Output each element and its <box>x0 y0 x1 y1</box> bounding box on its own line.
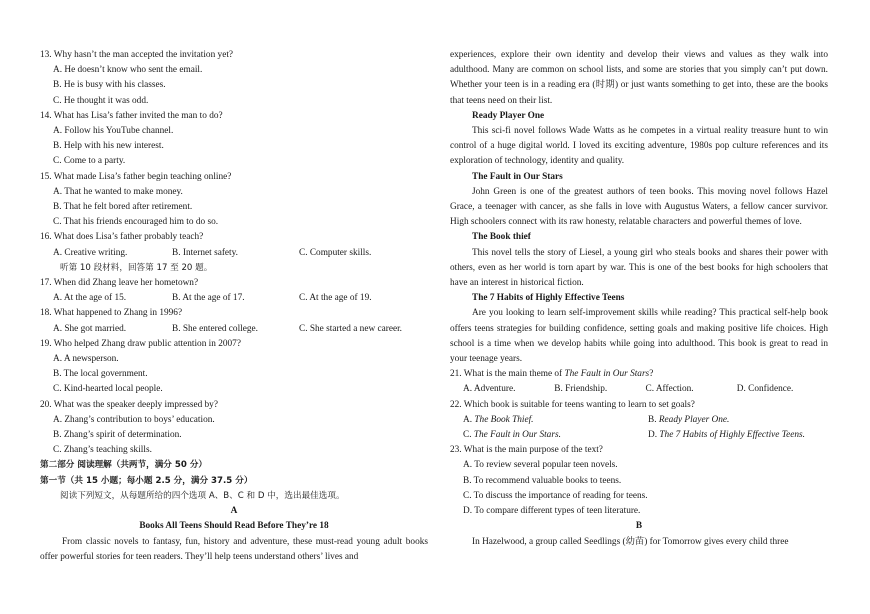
option-15-b: B. That he felt bored after retirement. <box>53 202 193 213</box>
passage-a-letter: A <box>230 506 238 517</box>
option-19-b: B. The local government. <box>53 369 148 380</box>
option-21-a: A. Adventure. <box>463 384 516 395</box>
option-20-a: A. Zhang’s contribution to boys’ education. <box>53 414 215 425</box>
passage-b-letter: B <box>635 521 643 532</box>
book-1-title: Ready Player One <box>472 110 545 121</box>
question-19-stem: 19. Who helped Zhang draw public attention in 2007? <box>40 338 241 349</box>
option-18-c: C. She started a new career. <box>299 323 402 334</box>
question-22-stem: 22. Which book is suitable for teens wanting to learn to set goals? <box>450 399 695 410</box>
option-13-a: A. He doesn’t know who sent the email. <box>53 65 203 76</box>
book-1-description: This sci-fi novel follows Wade Watts as he competes in a virtual reality treasure hunt to win control of a huge digital world. I loved its exciting adventure, 1980s pop culture references and its exploration of technology, identity and quality. <box>450 126 828 167</box>
question-13-stem: 13. Why hasn’t the man accepted the invitation yet? <box>40 50 234 60</box>
option-18-a: A. She got married. <box>53 323 127 334</box>
book-4-title: The 7 Habits of Highly Effective Teens <box>472 293 625 304</box>
question-14-stem: 14. What has Lisa’s father invited the man to do? <box>40 110 223 121</box>
option-22-d: D. The 7 Habits of Highly Effective Teens. <box>648 430 805 441</box>
option-20-b: B. Zhang’s spirit of determination. <box>53 430 182 441</box>
option-17-c: C. At the age of 19. <box>299 293 372 304</box>
question-20-stem: 20. What was the speaker deeply impressed by? <box>40 399 218 410</box>
question-23-stem: 23. What is the main purpose of the text? <box>450 445 603 456</box>
left-column <box>40 48 428 565</box>
option-23-b: B. To recommend valuable books to teens. <box>463 475 622 486</box>
option-23-a: A. To review several popular teen novels. <box>463 460 618 471</box>
option-21-c: C. Affection. <box>645 384 694 395</box>
reading-instruction: 阅读下列短文，从每题所给的四个选项 A、B、C 和 D 中，选出最佳选项。 <box>60 490 345 501</box>
passage-b-intro: In Hazelwood, a group called Seedlings (幼苗) for Tomorrow gives every child three <box>472 536 789 547</box>
option-22-a: A. The Book Thief. <box>463 414 534 425</box>
question-21-book-title: The Fault in Our Stars <box>564 369 650 380</box>
option-19-a: A. A newsperson. <box>53 354 119 365</box>
part-2-heading: 第二部分 阅读理解（共两节，满分 50 分） <box>40 460 208 471</box>
options-22-ab <box>450 413 828 428</box>
option-13-c: C. He thought it was odd. <box>53 95 149 106</box>
question-16-stem: 16. What does Lisa’s father probably teach? <box>40 232 204 243</box>
question-18-stem: 18. What happened to Zhang in 1996? <box>40 308 183 319</box>
options-22-cd <box>450 428 828 443</box>
option-16-a: A. Creative writing. <box>53 247 128 258</box>
option-14-a: A. Follow his YouTube channel. <box>53 126 174 137</box>
options-16 <box>40 246 428 261</box>
section-1-heading: 第一节（共 15 小题；每小题 2.5 分，满分 37.5 分） <box>40 475 253 486</box>
option-14-c: C. Come to a party. <box>53 156 126 167</box>
option-17-a: A. At the age of 15. <box>53 293 127 304</box>
option-15-a: A. That he wanted to make money. <box>53 186 183 197</box>
options-21 <box>450 382 828 397</box>
book-3-title: The Book thief <box>472 232 531 243</box>
option-23-c: C. To discuss the importance of reading for teens. <box>463 490 648 501</box>
option-22-c: C. The Fault in Our Stars. <box>463 430 561 441</box>
option-14-b: B. Help with his new interest. <box>53 141 164 152</box>
option-17-b: B. At the age of 17. <box>172 293 245 304</box>
question-15-stem: 15. What made Lisa’s father begin teaching online? <box>40 171 232 182</box>
option-20-c: C. Zhang’s teaching skills. <box>53 445 152 456</box>
option-21-d: D. Confidence. <box>736 384 794 395</box>
option-18-b: B. She entered college. <box>172 323 258 334</box>
passage-a-intro: From classic novels to fantasy, fun, history and adventure, these must-read young adult books offer powerful stories for teen readers. They’ll help teens understand others’ lives and <box>40 536 428 562</box>
option-21-b: B. Friendship. <box>554 384 608 395</box>
options-17 <box>40 291 428 306</box>
passage-a-title: Books All Teens Should Read Before They’re 18 <box>139 521 329 532</box>
question-17-stem: 17. When did Zhang leave her hometown? <box>40 278 199 289</box>
book-2-title: The Fault in Our Stars <box>472 171 563 182</box>
option-19-c: C. Kind-hearted local people. <box>53 384 163 395</box>
option-16-b: B. Internet safety. <box>172 247 238 258</box>
option-23-d: D. To compare different types of teen literature. <box>463 506 641 517</box>
option-13-b: B. He is busy with his classes. <box>53 80 166 91</box>
options-18 <box>40 322 428 337</box>
book-3-description: This novel tells the story of Liesel, a young girl who steals books and shares their power with others, even as her world is torn apart by war. This is one of the best books for high schoolers that have an interest in historical fiction. <box>450 247 828 289</box>
option-15-c: C. That his friends encouraged him to do so. <box>53 217 219 228</box>
right-column <box>450 48 828 550</box>
option-16-c: C. Computer skills. <box>299 247 372 258</box>
question-21-stem: 21. What is the main theme of The Fault in Our Stars? <box>450 369 654 380</box>
material-10-instruction: 听第 10 段材料，回答第 17 至 20 题。 <box>60 262 213 273</box>
book-4-description: Are you looking to learn self-improvement skills while reading? This practical self-help book offers teens strategies for building confidence, setting goals and making positive life choices. High school is a time when we develop habits while going into adulthood. This book is great to read in your teenage years. <box>450 308 828 365</box>
book-2-description: John Green is one of the greatest authors of teen books. This moving novel follows Hazel Grace, a teenager with cancer, as she falls in love with Augustus Waters, a fellow cancer survivor. High schoolers connect with its raw honesty, relatable characters and powerful themes of love. <box>450 186 828 228</box>
passage-a-intro-continued: experiences, explore their own identity and develop their views and values as they walk into adulthood. Many are common on school lists, and some are stories that you simply can’t put down. Whether your teen is in a reading era (时期) or just wants something to get into, these are the books that teens need on their list. <box>450 50 828 106</box>
option-22-b: B. Ready Player One. <box>648 414 730 425</box>
